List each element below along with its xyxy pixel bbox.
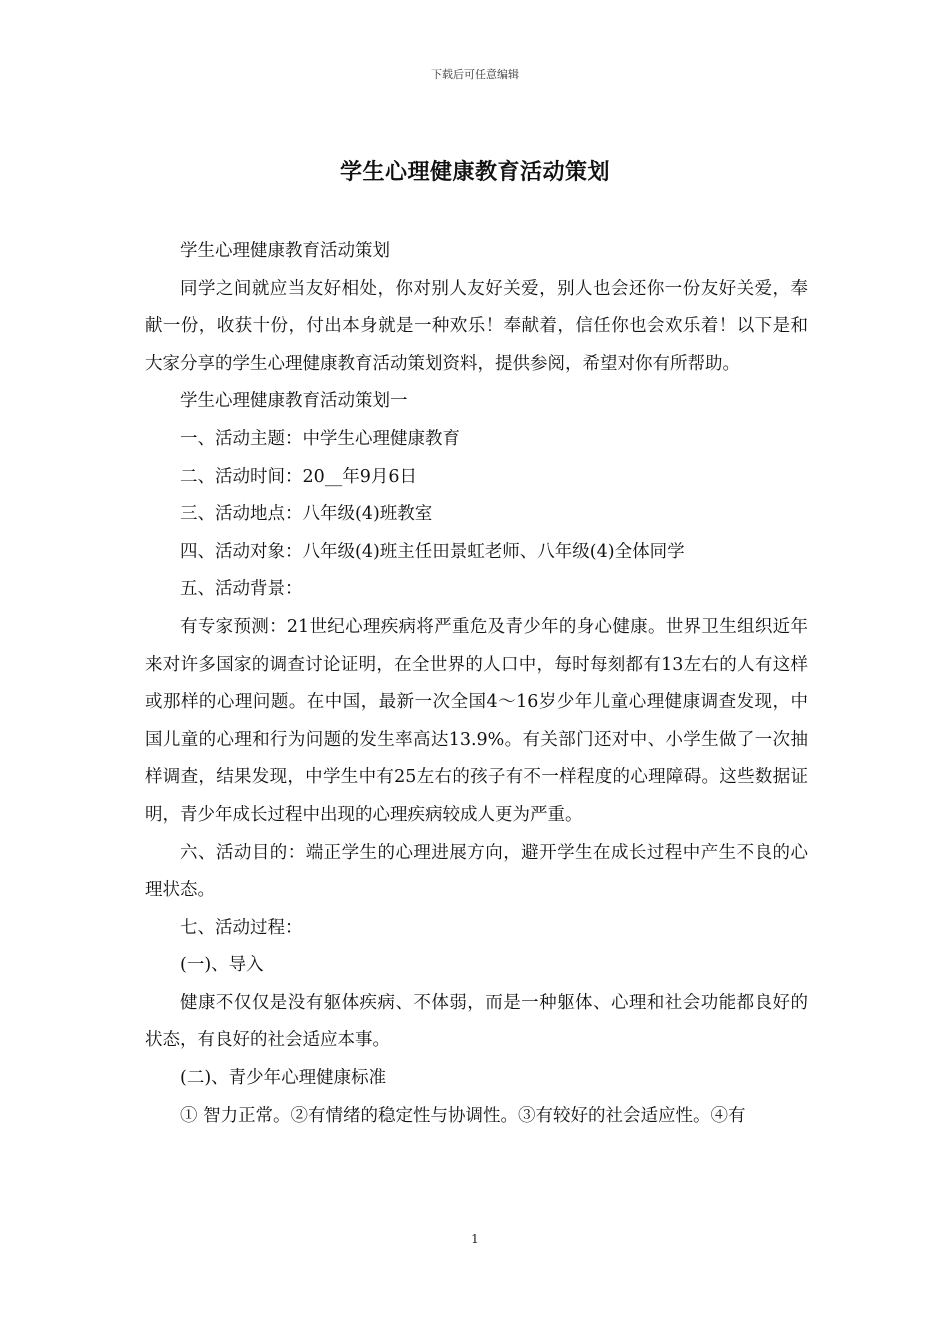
paragraph-background-heading: 五、活动背景： bbox=[180, 579, 303, 600]
page-number: 1 bbox=[471, 1232, 479, 1246]
paragraph-process-heading: 七、活动过程： bbox=[180, 917, 303, 938]
paragraph-background: 有专家预测：21世纪心理疾病将严重危及青少年的身心健康。世界卫生组织近年来对许多国家的调查讨论证明，在全世界的人口中，每时每刻都有13左右的人有这样或那样的心理问题。在中国，最新一次全国4～16岁少年儿童心理健康调查发现，中国儿童的心理和行为问题的发生率高达13.9%。有关部门还对中、小学生做了一次抽样调查，结果发现，中学生中有25左右的孩子有不一样程度的心理障碍。这些数据证明，青少年成长过程中出现的心理疾病较成人更为严重。 bbox=[145, 616, 808, 825]
header-note: 下载后可任意编辑 bbox=[431, 68, 519, 81]
paragraph-standards-list: ① 智力正常。②有情绪的稳定性与协调性。③有较好的社会适应性。④有 bbox=[180, 1105, 746, 1126]
paragraph-subtitle: 学生心理健康教育活动策划 bbox=[180, 241, 390, 261]
paragraph-health-definition: 健康不仅仅是没有躯体疾病、不体弱，而是一种躯体、心理和社会功能都良好的状态，有良好的社会适应本事。 bbox=[145, 992, 808, 1051]
paragraph-standards-heading: (二)、青少年心理健康标准 bbox=[180, 1068, 387, 1089]
paragraph-introduction-heading: (一)、导入 bbox=[180, 955, 264, 976]
paragraph-intro: 同学之间就应当友好相处，你对别人友好关爱，别人也会还你一份友好关爱，奉献一份，收获十份，付出本身就是一种欢乐！奉献着，信任你也会欢乐着！以下是和大家分享的学生心理健康教育活动策划资料，提供参阅，希望对你有所帮助。 bbox=[145, 278, 808, 374]
paragraph-theme: 一、活动主题：中学生心理健康教育 bbox=[180, 428, 460, 449]
paragraph-time: 二、活动时间：20__年9月6日 bbox=[180, 466, 418, 487]
document-body bbox=[145, 233, 808, 1135]
paragraph-section-heading: 学生心理健康教育活动策划一 bbox=[180, 391, 408, 412]
paragraph-location: 三、活动地点：八年级(4)班教室 bbox=[180, 504, 433, 525]
paragraph-participants: 四、活动对象：八年级(4)班主任田景虹老师、八年级(4)全体同学 bbox=[180, 541, 685, 562]
document-title: 学生心理健康教育活动策划 bbox=[339, 159, 610, 185]
paragraph-purpose: 六、活动目的：端正学生的心理进展方向，避开学生在成长过程中产生不良的心理状态。 bbox=[145, 842, 808, 901]
